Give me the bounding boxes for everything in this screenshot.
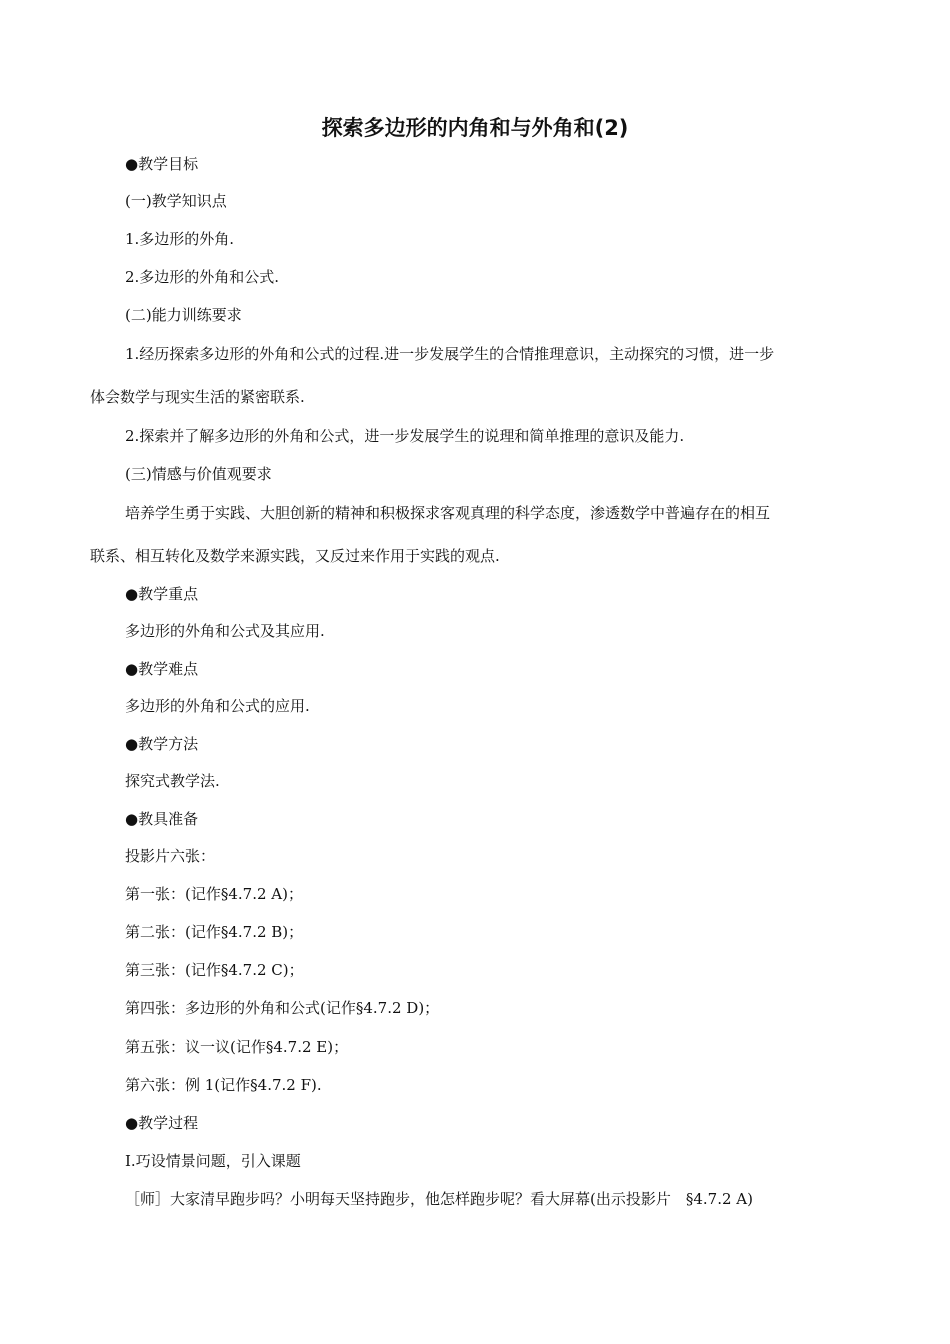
- list-item: 第六张：例 1(记作§4.7.2 F).: [125, 1076, 322, 1094]
- list-item: 第四张：多边形的外角和公式(记作§4.7.2 D)；: [125, 999, 440, 1017]
- section-heading-process: ●教学过程: [125, 1114, 199, 1132]
- paragraph: 多边形的外角和公式的应用.: [125, 697, 310, 715]
- list-item: 第三张：(记作§4.7.2 C)；: [125, 961, 304, 979]
- section-heading-methods: ●教学方法: [125, 735, 199, 753]
- paragraph: 投影片六张：: [125, 847, 216, 865]
- document-title: 探索多边形的内角和与外角和(2): [321, 116, 629, 140]
- paragraph: 2.探索并了解多边形的外角和公式，进一步发展学生的说理和简单推理的意识及能力.: [125, 427, 685, 445]
- subheading-intro: Ⅰ.巧设情景问题，引入课题: [125, 1152, 301, 1170]
- subheading-knowledge: (一)教学知识点: [125, 192, 227, 210]
- list-item: 第一张：(记作§4.7.2 A)；: [125, 885, 303, 903]
- section-heading-objectives: ●教学目标: [125, 155, 199, 173]
- paragraph-continuation: 体会数学与现实生活的紧密联系.: [90, 388, 305, 406]
- paragraph: 培养学生勇于实践、大胆创新的精神和积极探求客观真理的科学态度，渗透数学中普遍存在的相互: [125, 504, 771, 522]
- paragraph: 多边形的外角和公式及其应用.: [125, 622, 325, 640]
- section-heading-materials: ●教具准备: [125, 810, 199, 828]
- subheading-values: (三)情感与价值观要求: [125, 465, 272, 483]
- paragraph: 探究式教学法.: [125, 772, 220, 790]
- paragraph: 1.经历探索多边形的外角和公式的过程.进一步发展学生的合情推理意识，主动探究的习惯，进一步: [125, 345, 775, 363]
- paragraph: 2.多边形的外角和公式.: [125, 268, 280, 286]
- paragraph-continuation: 联系、相互转化及数学来源实践，又反过来作用于实践的观点.: [90, 547, 500, 565]
- paragraph: ［师］大家清早跑步吗？小明每天坚持跑步，他怎样跑步呢？看大屏幕(出示投影片 §4.7.2 A): [125, 1190, 753, 1208]
- paragraph: 1.多边形的外角.: [125, 230, 235, 248]
- section-heading-difficulties: ●教学难点: [125, 660, 199, 678]
- list-item: 第五张：议一议(记作§4.7.2 E)；: [125, 1038, 349, 1056]
- subheading-ability: (二)能力训练要求: [125, 306, 242, 324]
- list-item: 第二张：(记作§4.7.2 B)；: [125, 923, 304, 941]
- section-heading-key-points: ●教学重点: [125, 585, 199, 603]
